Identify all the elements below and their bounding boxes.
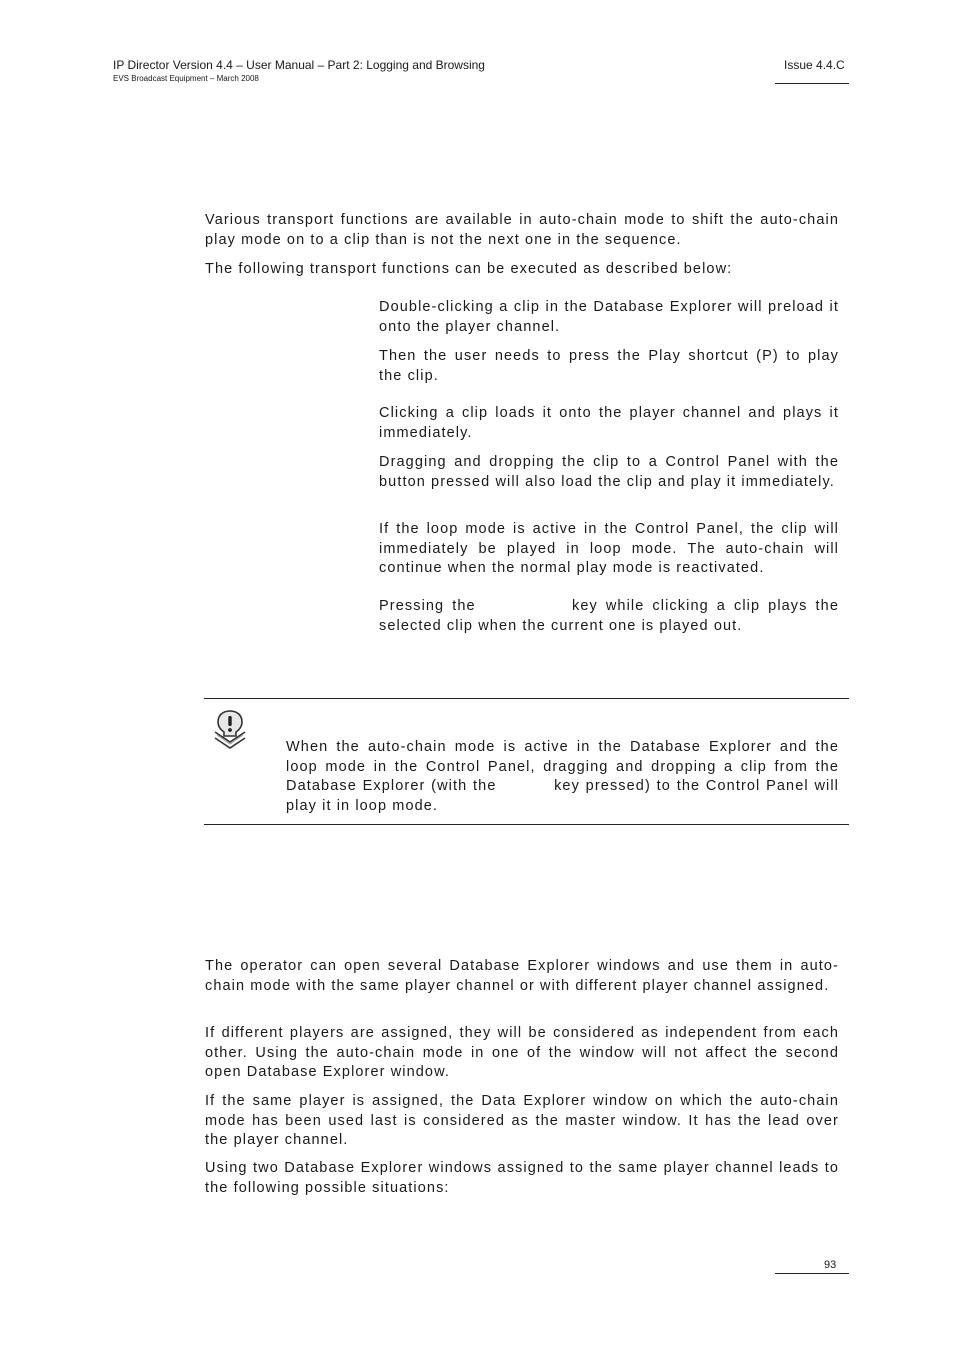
body-paragraph: If different players are assigned, they will be considered as independent from each other. Using the auto-chain mode in one of the window will not affect the second open Database Explorer window.	[205, 1025, 839, 1080]
function-description: Pressing the key while clicking a clip plays the selected clip when the current one is played out.	[379, 598, 845, 634]
note-warning-icon	[212, 708, 248, 752]
note-bottom-rule	[204, 824, 849, 825]
function-description: Clicking a clip loads it onto the player channel and plays it immediately.	[379, 405, 839, 441]
intro-paragraph-1: Various transport functions are available in auto-chain mode to shift the auto-chain play mode on to a clip than is not the next one in the sequence.	[205, 212, 839, 248]
page-number: 93	[824, 1259, 837, 1271]
header-issue: Issue 4.4.C	[784, 58, 845, 72]
function-description: Then the user needs to press the Play shortcut (P) to play the clip.	[379, 348, 839, 384]
function-description: If the loop mode is active in the Control Panel, the clip will immediately be played in loop mode. The auto-chain will continue when the normal play mode is reactivated.	[379, 521, 839, 576]
header-title: IP Director Version 4.4 – User Manual – Part 2: Logging and Browsing	[113, 58, 485, 72]
body-paragraph: If the same player is assigned, the Data Explorer window on which the auto-chain mode has been used last is considered as the master window. It has the lead over the player channel.	[205, 1093, 839, 1148]
intro-paragraph-2: The following transport functions can be executed as described below:	[205, 261, 733, 277]
body-paragraph: Using two Database Explorer windows assigned to the same player channel leads to the following possible situations:	[205, 1160, 839, 1196]
header-rule	[775, 83, 849, 84]
body-paragraph: The operator can open several Database Explorer windows and use them in auto-chain mode with the same player channel or with different player channel assigned.	[205, 958, 839, 994]
note-text: When the auto-chain mode is active in the Database Explorer and the loop mode in the Control Panel, dragging and dropping a clip from the Database Explorer (with the key pressed) to the Control Panel will play it in loop mode.	[286, 739, 845, 814]
footer-rule	[775, 1273, 849, 1274]
note-top-rule	[204, 698, 849, 699]
function-description: Dragging and dropping the clip to a Control Panel with the button pressed will also load the clip and play it immediately.	[379, 454, 886, 490]
header-subtitle: EVS Broadcast Equipment – March 2008	[113, 74, 259, 83]
function-description: Double-clicking a clip in the Database Explorer will preload it onto the player channel.	[379, 299, 839, 335]
